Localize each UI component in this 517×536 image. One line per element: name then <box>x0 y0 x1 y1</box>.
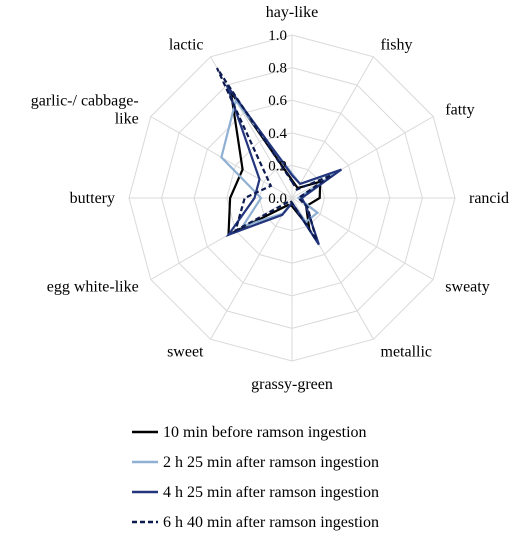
tick-label: 0.8 <box>268 60 287 77</box>
radial-tick-labels <box>268 28 287 207</box>
axis-label-buttery: buttery <box>69 190 115 207</box>
grid-spoke <box>211 198 293 339</box>
legend-label-2: 2 h 25 min after ramson ingestion <box>163 454 379 471</box>
axis-label-lactic: lactic <box>168 36 204 54</box>
legend <box>132 424 379 531</box>
legend-label-3: 4 h 25 min after ramson ingestion <box>163 484 379 501</box>
axis-label-sweaty: sweaty <box>445 278 490 296</box>
tick-label: 0.0 <box>268 191 287 207</box>
axis-label-fatty: fatty <box>445 101 475 119</box>
tick-label: 0.6 <box>268 93 287 110</box>
radar-grid <box>129 35 455 361</box>
axis-label-rancid: rancid <box>469 190 509 207</box>
grid-spoke <box>292 117 433 199</box>
axis-label-sweet: sweet <box>167 343 204 361</box>
axis-label-garlic-cabbage-like: garlic-/ cabbage-like <box>30 92 139 128</box>
axis-label-grassy-green: grassy-green <box>251 376 333 393</box>
legend-label-4: 6 h 40 min after ramson ingestion <box>163 514 379 531</box>
tick-label: 0.4 <box>268 125 287 142</box>
tick-label: 1.0 <box>268 28 287 44</box>
tick-label: 0.2 <box>268 158 287 175</box>
axis-label-metallic: metallic <box>380 343 433 361</box>
axis-label-fishy: fishy <box>380 36 413 54</box>
legend-label-1: 10 min before ramson ingestion <box>163 424 367 441</box>
axis-label-hay-like: hay-like <box>265 4 319 21</box>
axis-label-egg-white-like: egg white-like <box>46 278 139 296</box>
